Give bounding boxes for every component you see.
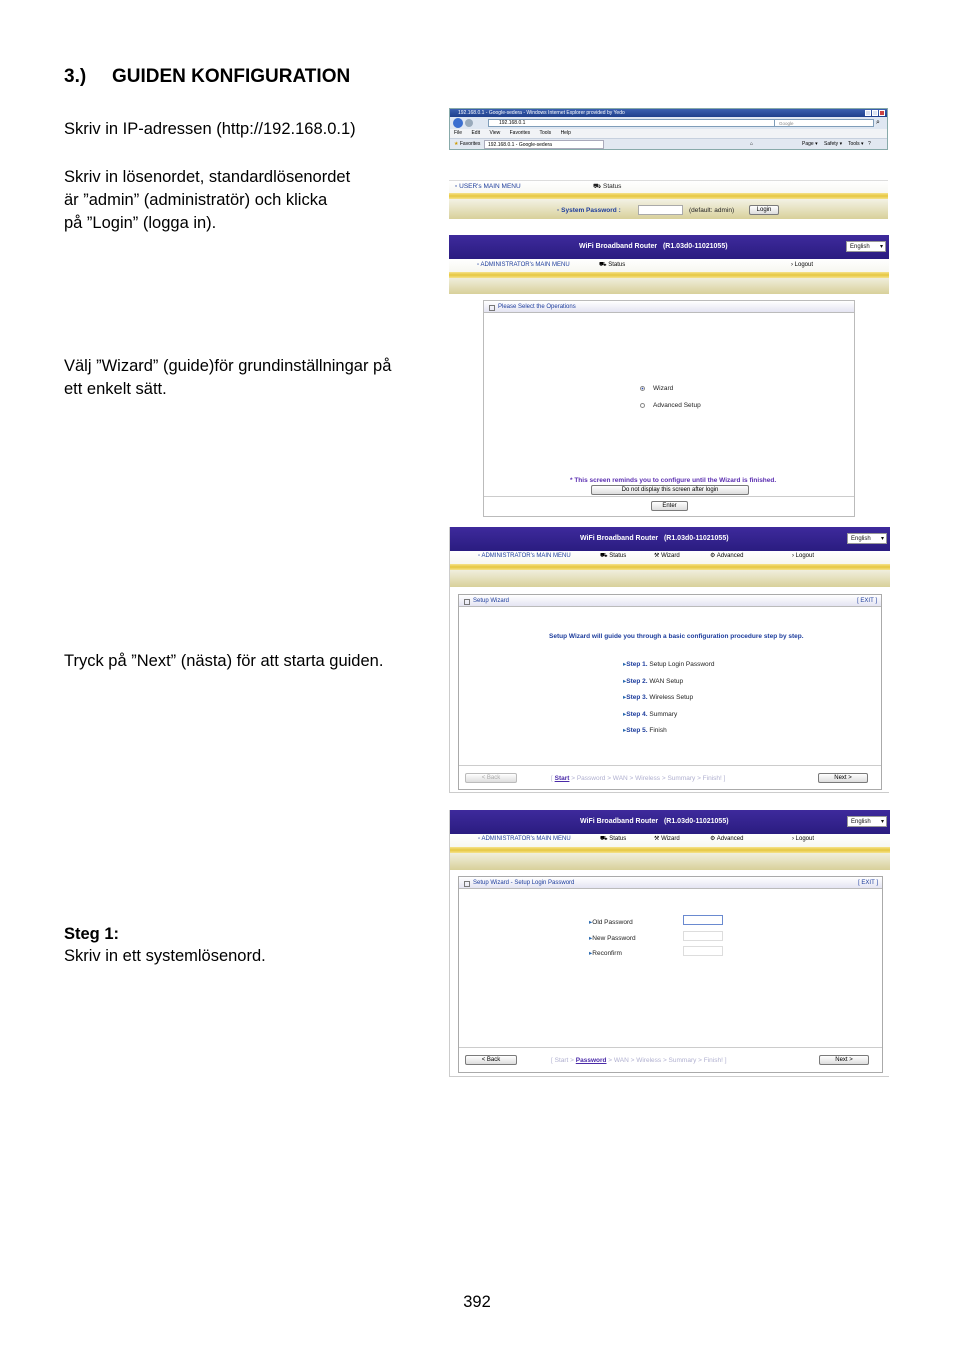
nav-status-label: Status: [608, 262, 626, 268]
user-main-menu[interactable]: ▫ USER's MAIN MENU: [455, 183, 521, 190]
wizard-icon: ⚒: [654, 553, 660, 559]
nav-advanced[interactable]: [710, 835, 743, 842]
crumb-password[interactable]: Password: [575, 1057, 607, 1064]
star-icon: ★: [454, 141, 459, 147]
setup-password-header: [459, 877, 882, 889]
search-icon[interactable]: ⌕: [876, 119, 880, 126]
reconfirm-input[interactable]: [683, 946, 723, 956]
step-4-text: Summary: [649, 711, 678, 718]
language-select[interactable]: English ▾: [847, 533, 887, 544]
favorites-bar: [450, 138, 887, 149]
instruction-wizard: Välj ”Wizard” (guide)för grundinställningar på ett enkelt sätt.: [64, 357, 392, 398]
back-button[interactable]: < Back: [465, 773, 517, 783]
favorites-label[interactable]: Favorites: [459, 141, 481, 147]
menu-favorites[interactable]: Favorites: [509, 130, 531, 136]
nav-wizard[interactable]: [654, 552, 680, 559]
menu-view[interactable]: View: [489, 130, 501, 136]
admin-main-menu-label: ADMINISTRATOR's MAIN MENU: [481, 553, 571, 559]
system-password-text: System Password :: [561, 207, 621, 214]
operations-header: Please Select the Operations: [484, 301, 854, 313]
router-title-text: WiFi Broadband Router: [580, 818, 659, 825]
gold-stripe: [450, 564, 890, 570]
page-number: 392: [463, 1293, 491, 1311]
next-button[interactable]: Next >: [818, 773, 868, 783]
nav-advanced[interactable]: [710, 552, 743, 559]
gold-stripe: [450, 847, 890, 853]
wizard-reminder: * This screen reminds you to configure until the Wizard is finished.: [570, 477, 777, 484]
status-icon: ⛟: [599, 262, 607, 268]
step-5: [623, 726, 667, 734]
router-title: [580, 535, 729, 542]
advanced-icon: ⚙: [710, 553, 716, 559]
nav-wizard[interactable]: [654, 835, 680, 842]
menu-edit[interactable]: Edit: [471, 130, 481, 136]
wizard-radio[interactable]: [640, 386, 645, 391]
step-4: [623, 710, 677, 718]
wizard-intro: Setup Wizard will guide you through a basic configuration procedure step by step.: [549, 633, 804, 640]
step-1: [623, 660, 714, 668]
router-title-text: WiFi Broadband Router: [579, 243, 658, 250]
nav-status[interactable]: [600, 835, 626, 843]
status-link[interactable]: [593, 182, 621, 191]
address-input[interactable]: 192.168.0.1: [488, 119, 784, 127]
search-input[interactable]: Google: [774, 119, 874, 127]
system-password-input[interactable]: [638, 205, 683, 215]
close-icon[interactable]: [879, 110, 885, 116]
tool-safety[interactable]: Safety ▾: [824, 141, 843, 147]
help-icon[interactable]: ?: [868, 141, 871, 147]
browser-title: 192.168.0.1 - Google-sedera - Windows Internet Explorer provided by Yedo: [458, 110, 625, 116]
nav-logout[interactable]: › Logout: [791, 262, 814, 268]
router-title-bar: [450, 810, 890, 834]
option-wizard[interactable]: [640, 385, 673, 392]
router-title-bar: [449, 235, 889, 259]
step-2-label: Step 2.: [626, 678, 648, 685]
setup-wizard-screen: [449, 527, 889, 793]
status-icon: ⛟: [600, 553, 608, 559]
instruction-password: Skriv in lösenordet, standardlösenordet är ”admin” (administratör) och klicka på ”Login” (logga in).: [64, 168, 351, 232]
tool-page[interactable]: Page ▾: [802, 141, 818, 147]
admin-main-menu[interactable]: ▫ ADMINISTRATOR's MAIN MENU: [477, 262, 570, 268]
section-title: GUIDEN KONFIGURATION: [112, 66, 351, 87]
admin-main-menu-label: ADMINISTRATOR's MAIN MENU: [481, 836, 571, 842]
nav-wizard-label: Wizard: [661, 836, 680, 842]
status-icon: ⛟: [593, 183, 602, 190]
operations-panel: [483, 300, 855, 517]
old-password-input[interactable]: [683, 915, 723, 925]
nav-advanced-label: Advanced: [716, 836, 744, 842]
instruction-ip: Skriv in IP-adressen (http://192.168.0.1): [64, 120, 356, 138]
router-nav: [450, 551, 890, 587]
status-icon: ⛟: [600, 836, 608, 842]
forward-icon[interactable]: [465, 119, 473, 127]
admin-main-menu[interactable]: ▫ ADMINISTRATOR's MAIN MENU: [478, 836, 571, 842]
home-icon[interactable]: ⌂: [750, 141, 754, 147]
setup-password-panel: [458, 876, 883, 1073]
next-button[interactable]: Next >: [819, 1055, 869, 1065]
advanced-radio[interactable]: [640, 403, 645, 408]
back-icon[interactable]: [453, 118, 463, 128]
instruction-step1-text: Skriv in ett systemlösenord.: [64, 947, 266, 965]
wizard-breadcrumb: [551, 775, 725, 782]
setup-wizard-header: [459, 595, 881, 607]
minimize-icon[interactable]: [865, 110, 871, 116]
dont-display-button[interactable]: Do not display this screen after login: [591, 485, 749, 495]
nav-status[interactable]: [599, 261, 625, 269]
nav-logout-label: Logout: [795, 553, 815, 559]
nav-logout-label: Logout: [794, 262, 814, 268]
back-button[interactable]: < Back: [465, 1055, 517, 1065]
router-title-text: WiFi Broadband Router: [580, 535, 659, 542]
nav-logout[interactable]: › Logout: [792, 553, 815, 559]
divider: [484, 496, 854, 497]
reconfirm-label: ▸ Reconfirm: [589, 949, 622, 957]
step-2-text: WAN Setup: [649, 678, 684, 685]
language-select[interactable]: English ▾: [847, 816, 887, 827]
wizard-icon: ⚒: [654, 836, 660, 842]
router-version: (R1.03d0-11021055): [663, 535, 729, 542]
setup-wizard-title: Setup Wizard: [473, 598, 510, 604]
language-select[interactable]: English ▾: [846, 241, 886, 252]
divider: [459, 1047, 882, 1048]
new-password-input[interactable]: [683, 931, 723, 941]
option-advanced-label: Advanced Setup: [653, 402, 701, 409]
menu-help[interactable]: Help: [560, 130, 571, 136]
password-breadcrumb: [551, 1057, 727, 1064]
exit-link[interactable]: [ EXIT ]: [857, 598, 877, 604]
section-number: 3.): [64, 66, 87, 87]
enter-button[interactable]: Enter: [651, 501, 688, 511]
router-nav: [449, 259, 889, 294]
maximize-icon[interactable]: [872, 110, 878, 116]
gold-stripe: [449, 193, 888, 199]
exit-link[interactable]: [ EXIT ]: [858, 880, 878, 886]
admin-main-menu-label: ADMINISTRATOR's MAIN MENU: [480, 262, 570, 268]
status-label: Status: [603, 183, 622, 190]
section-heading: [64, 66, 350, 88]
address-bar: [450, 117, 887, 129]
nav-status-label: Status: [609, 836, 627, 842]
router-title: [580, 818, 729, 825]
crumb-close: ]: [723, 775, 726, 782]
admin-main-menu[interactable]: ▫ ADMINISTRATOR's MAIN MENU: [478, 553, 571, 559]
advanced-icon: ⚙: [710, 836, 716, 842]
step-1-label: Step 1.: [626, 661, 648, 668]
system-password-label: ▫ System Password :: [557, 207, 621, 214]
old-password-label: ▸ Old Password: [589, 918, 633, 926]
crumb-rest: > Password > WAN > Wireless > Summary > Finish!: [571, 775, 722, 782]
browser-title-bar: [450, 109, 887, 117]
crumb-rest: > WAN > Wireless > Summary > Finish! ]: [608, 1057, 727, 1064]
step-3: [623, 693, 693, 701]
login-panel: [449, 180, 888, 219]
option-wizard-label: Wizard: [653, 385, 674, 392]
router-nav: [450, 834, 890, 870]
setup-password-title: Setup Wizard - Setup Login Password: [473, 880, 575, 886]
option-advanced[interactable]: [640, 402, 701, 409]
router-title-bar: [450, 527, 890, 551]
nav-wizard-label: Wizard: [661, 553, 680, 559]
browser-tab[interactable]: 192.168.0.1 - Google-sedera: [484, 140, 604, 149]
user-main-menu-label: USER's MAIN MENU: [459, 183, 521, 190]
divider: [459, 765, 881, 766]
nav-advanced-label: Advanced: [716, 553, 744, 559]
step-3-text: Wireless Setup: [649, 694, 694, 701]
nav-logout[interactable]: › Logout: [792, 836, 815, 842]
step-5-label: Step 5.: [626, 727, 648, 734]
step1-label: Steg 1:: [64, 925, 120, 943]
default-hint: (default: admin): [689, 207, 735, 214]
browser-menu: [450, 129, 887, 138]
step-5-text: Finish: [649, 727, 667, 734]
step-3-label: Step 3.: [626, 694, 648, 701]
instruction-step1: [64, 923, 119, 946]
router-title: [579, 243, 728, 250]
router-header-1: [449, 235, 889, 294]
menu-tools[interactable]: Tools: [539, 130, 552, 136]
router-version: (R1.03d0-11021055): [663, 818, 729, 825]
step-2: [623, 677, 683, 685]
crumb-start[interactable]: Start: [554, 775, 570, 782]
step-4-label: Step 4.: [626, 711, 648, 718]
router-version: (R1.03d0-11021055): [662, 243, 728, 250]
gold-stripe: [449, 272, 889, 278]
menu-file[interactable]: File: [454, 130, 463, 136]
browser-window: [449, 108, 888, 150]
instruction-next: Tryck på ”Next” (nästa) för att starta guiden.: [64, 652, 384, 670]
nav-logout-label: Logout: [795, 836, 815, 842]
setup-password-screen: [449, 810, 889, 1077]
setup-wizard-panel: [458, 594, 882, 790]
login-button[interactable]: Login: [749, 205, 779, 215]
step-1-text: Setup Login Password: [649, 661, 715, 668]
new-password-label: ▸ New Password: [589, 934, 636, 942]
crumb-open: [: [551, 775, 553, 782]
crumb-start: [ Start >: [551, 1057, 574, 1064]
nav-status-label: Status: [609, 553, 627, 559]
tool-tools[interactable]: Tools ▾: [848, 141, 864, 147]
nav-status[interactable]: [600, 552, 626, 560]
